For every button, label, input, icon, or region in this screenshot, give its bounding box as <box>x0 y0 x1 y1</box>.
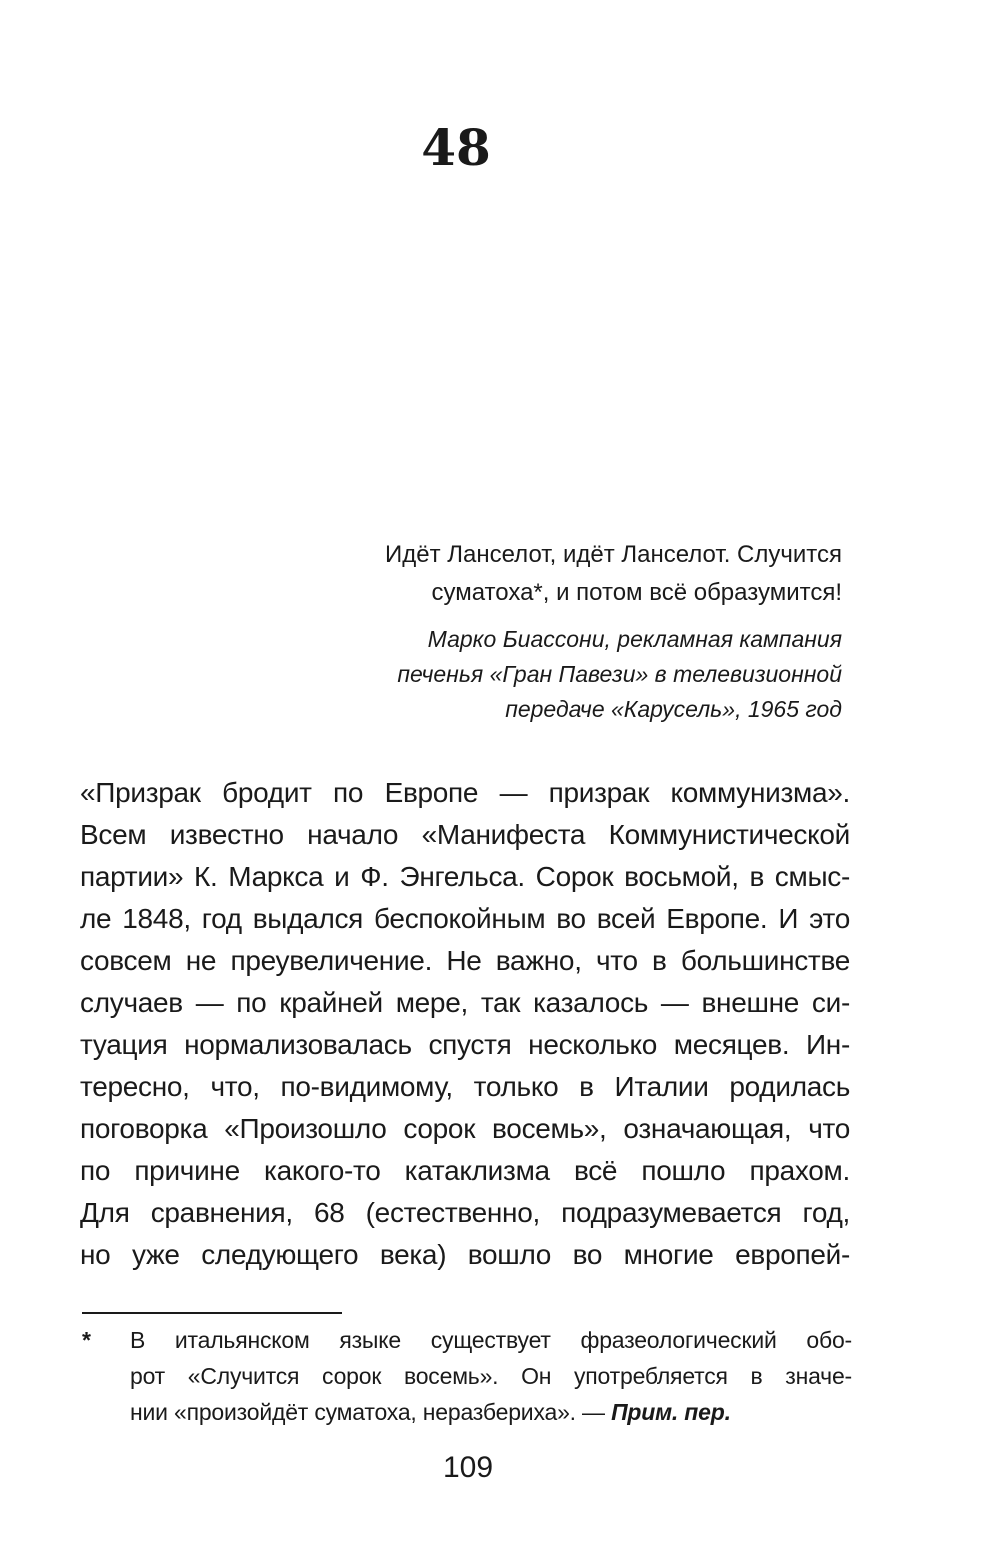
body-line: по причине какого-то катаклизма всё пошло прахом. <box>80 1155 850 1186</box>
body-line: туация нормализовалась спустя несколько месяцев. Ин- <box>80 1029 850 1060</box>
epigraph-attribution-line: Марко Биассони, рекламная кампания <box>427 626 842 652</box>
epigraph-attribution-line: печенья «Гран Павези» в телевизионной <box>397 661 842 687</box>
body-line: но уже следующего века) вошло во многие европей- <box>80 1239 850 1270</box>
epigraph-quote <box>300 536 842 612</box>
body-line: Для сравнения, 68 (естественно, подразумевается год, <box>80 1197 850 1228</box>
body-line: тересно, что, по-видимому, только в Италии родилась <box>80 1071 850 1102</box>
footnote-body <box>130 1322 852 1430</box>
chapter-number: 48 <box>421 118 491 177</box>
body-line: «Призрак бродит по Европе — призрак коммунизма». <box>80 777 850 808</box>
footnote-line <box>130 1394 852 1430</box>
body-line: совсем не преувеличение. Не важно, что в большинстве <box>80 945 850 976</box>
epigraph-attribution-line: передаче «Карусель», 1965 год <box>505 696 842 722</box>
footnote-divider <box>82 1312 342 1314</box>
footnote-marker: * <box>82 1327 91 1353</box>
body-line: Всем известно начало «Манифеста Коммунистической <box>80 819 850 850</box>
body-line: ле 1848, год выдался беспокойным во всей Европе. И это <box>80 903 850 934</box>
page-number: 109 <box>442 1451 494 1484</box>
footnote-line: В итальянском языке существует фразеологический обо- <box>130 1327 852 1353</box>
body-line: партии» К. Маркса и Ф. Энгельса. Сорок восьмой, в смыс- <box>80 861 850 892</box>
footnote-line: рот «Случится сорок восемь». Он употребляется в значе- <box>130 1363 852 1389</box>
epigraph-quote-line: Идёт Ланселот, идёт Ланселот. Случится <box>385 541 842 568</box>
translator-note: Прим. пер. <box>611 1399 731 1425</box>
body-text <box>80 772 850 1276</box>
epigraph-attribution <box>300 622 842 727</box>
epigraph-quote-line: суматоха*, и потом всё образумится! <box>431 579 842 606</box>
epigraph <box>300 536 842 727</box>
footnote-line-text: нии «произойдёт суматоха, неразбериха». — <box>130 1399 605 1425</box>
body-line: поговорка «Произошло сорок восемь», означающая, что <box>80 1113 850 1144</box>
body-line: случаев — по крайней мере, так казалось — внешне си- <box>80 987 850 1018</box>
